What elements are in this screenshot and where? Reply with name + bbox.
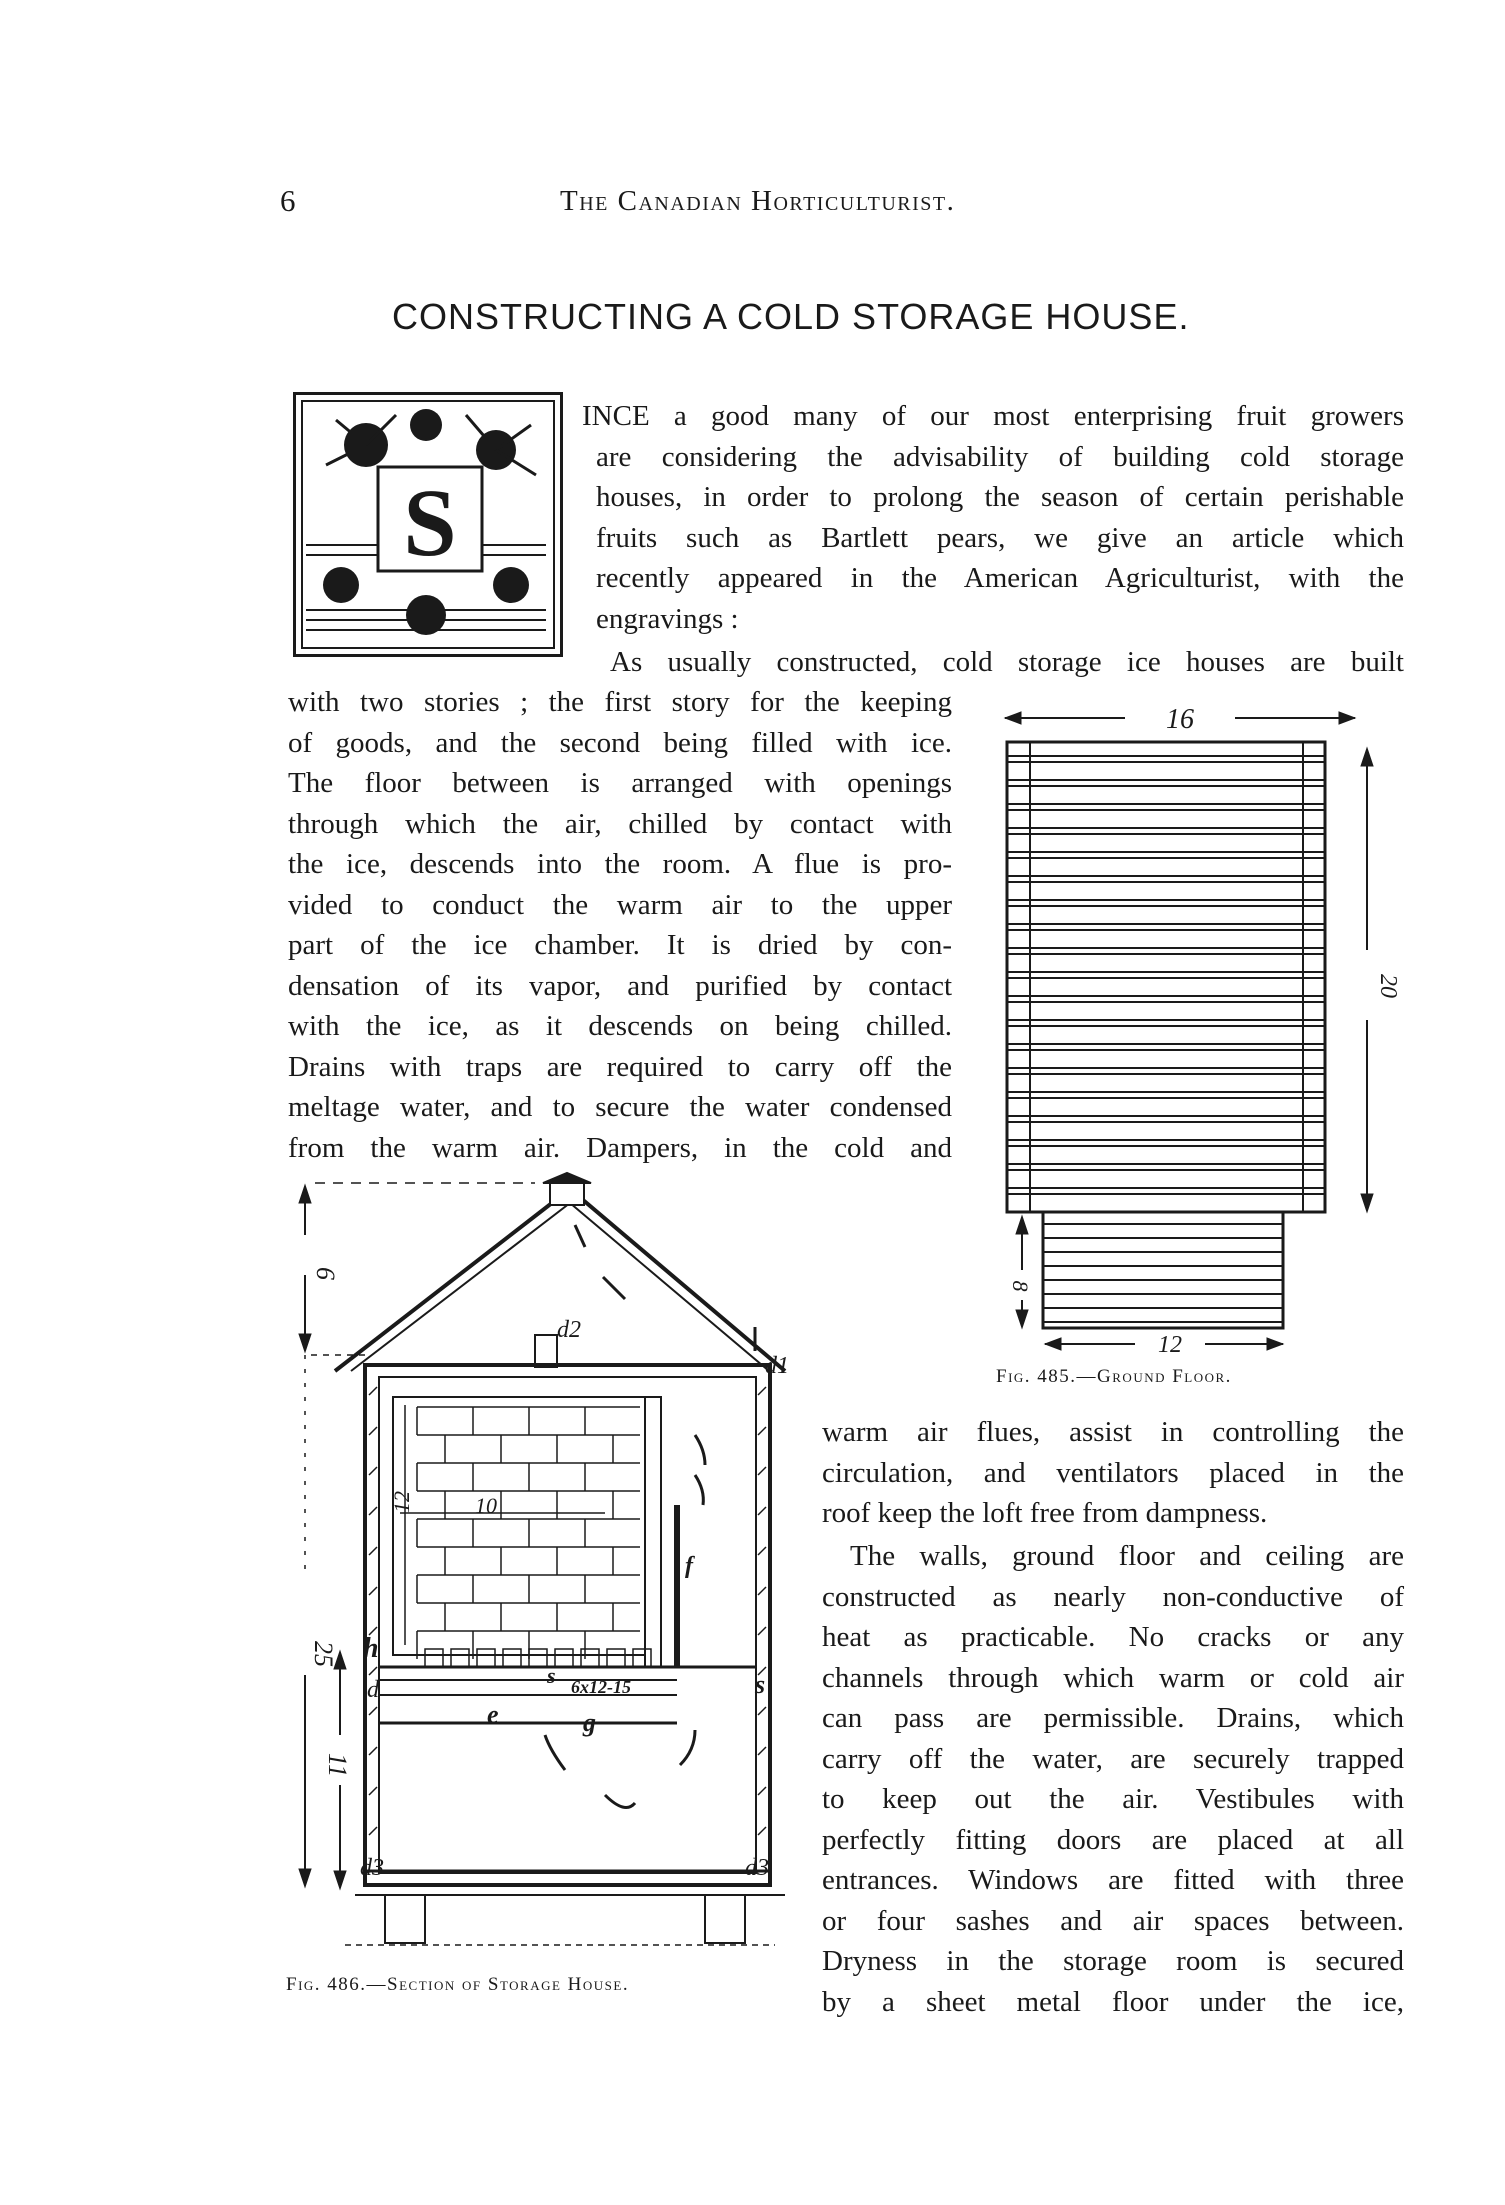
text-line: As usually constructed, cold storage ice houses are built [610,646,1404,678]
text-line: vided to conduct the warm air to the upper [288,888,952,921]
text-line: part of the ice chamber. It is dried by con- [288,929,952,961]
text-line: The floor between is arranged with openings [288,767,952,799]
part-label: d3 [360,1855,384,1881]
text-line: The walls, ground floor and ceiling are [850,1540,1404,1572]
text-line: recently appeared in the American Agriculturist, with the [596,562,1404,594]
paragraph-3 [822,1536,1404,2022]
part-label: d [367,1677,379,1703]
text-line: houses, in order to prolong the season of certain perishable [596,481,1404,513]
paragraph-2-left-column [288,682,952,1168]
text-line: roof keep the loft free from dampness. [822,1497,1268,1529]
part-label: s [547,1663,556,1688]
figure-485-caption: Fig. 485.—Ground Floor. [996,1366,1232,1387]
drop-cap-ornament [293,392,563,657]
text-line: the ice, descends into the room. A flue is pro- [288,848,952,880]
text-line: of goods, and the second being filled with ice. [288,726,952,759]
floor-joist [451,1649,469,1667]
figure-486-section [285,1175,805,1965]
text-line: by a sheet metal floor under the ice, [822,1985,1404,2018]
text-line: constructed as nearly non-conductive of [822,1580,1404,1613]
text-line: heat as practicable. No cracks or any [822,1621,1404,1653]
dimension-label: 6x12-15 [571,1677,631,1697]
floor-joist [607,1649,625,1667]
text-line: through which the air, chilled by contact with [288,807,952,840]
floor-joist [555,1649,573,1667]
part-label: d3 [745,1855,769,1881]
floor-joist [581,1649,599,1667]
text-line: densation of its vapor, and purified by contact [288,969,952,1002]
text-line: Dryness in the storage room is secured [822,1945,1404,1977]
drop-cap-letter: S [403,469,457,576]
text-line: entrances. Windows are fitted with three [822,1864,1404,1896]
part-label: h [363,1633,379,1664]
text-line: with the ice, as it descends on being chilled. [288,1010,952,1042]
text-line: from the warm air. Dampers, in the cold and [288,1131,952,1164]
dimension-label: 16 [1166,704,1194,735]
text-line: perfectly fitting doors are placed at all [822,1823,1404,1856]
text-line: fruits such as Bartlett pears, we give an article which [596,521,1404,554]
flower-ornament-icon [296,395,560,654]
dimension-label: 20 [1375,974,1401,998]
text-line: channels through which warm or cold air [822,1661,1404,1694]
part-label: e [487,1700,499,1729]
floor-joist [633,1649,651,1667]
text-line: warm air flues, assist in controlling the [822,1416,1404,1448]
running-title: The Canadian Horticulturist. [560,185,956,217]
dimension-label: 6 [311,1267,340,1280]
text-line: engravings : [596,602,739,635]
dimension-label: 12 [1158,1332,1182,1358]
text-line: are considering the advisability of building cold storage [596,440,1404,473]
dimension-label: 12 [389,1491,414,1513]
intro-paragraph [582,396,1404,639]
part-label: d1 [765,1353,789,1379]
figure-485-ground-floor [985,690,1401,1358]
text-line: Drains with traps are required to carry off the [288,1050,952,1083]
page-number: 6 [280,183,296,218]
paragraph-2-opening [610,642,1404,683]
dimension-label: 11 [323,1753,352,1778]
part-label: s [755,1670,766,1699]
text-line: circulation, and ventilators placed in the [822,1456,1404,1489]
text-line: can pass are permissible. Drains, which [822,1702,1404,1734]
text-line: INCE a good many of our most enterprising fruit growers [582,400,1404,432]
paragraph-2-right-column [822,1412,1404,1534]
text-line: carry off the water, are securely trapped [822,1742,1404,1775]
floor-joist [503,1649,521,1667]
text-line: to keep out the air. Vestibules with [822,1783,1404,1815]
part-label: f [685,1553,693,1579]
part-label: g [583,1708,596,1737]
dimension-label: 25 [309,1641,338,1667]
floor-joist [425,1649,443,1667]
text-line: or four sashes and air spaces between. [822,1904,1404,1937]
figure-486-caption: Fig. 486.—Section of Storage House. [286,1974,630,1995]
dimension-label: 8 [1008,1280,1033,1292]
part-label: d2 [557,1317,581,1343]
text-line: meltage water, and to secure the water condensed [288,1091,952,1123]
floor-joist [529,1649,547,1667]
article-title: CONSTRUCTING A COLD STORAGE HOUSE. [392,296,1190,337]
floor-joist [477,1649,495,1667]
text-line: with two stories ; the first story for the keeping [288,686,952,718]
dimension-label: 10 [475,1493,497,1518]
